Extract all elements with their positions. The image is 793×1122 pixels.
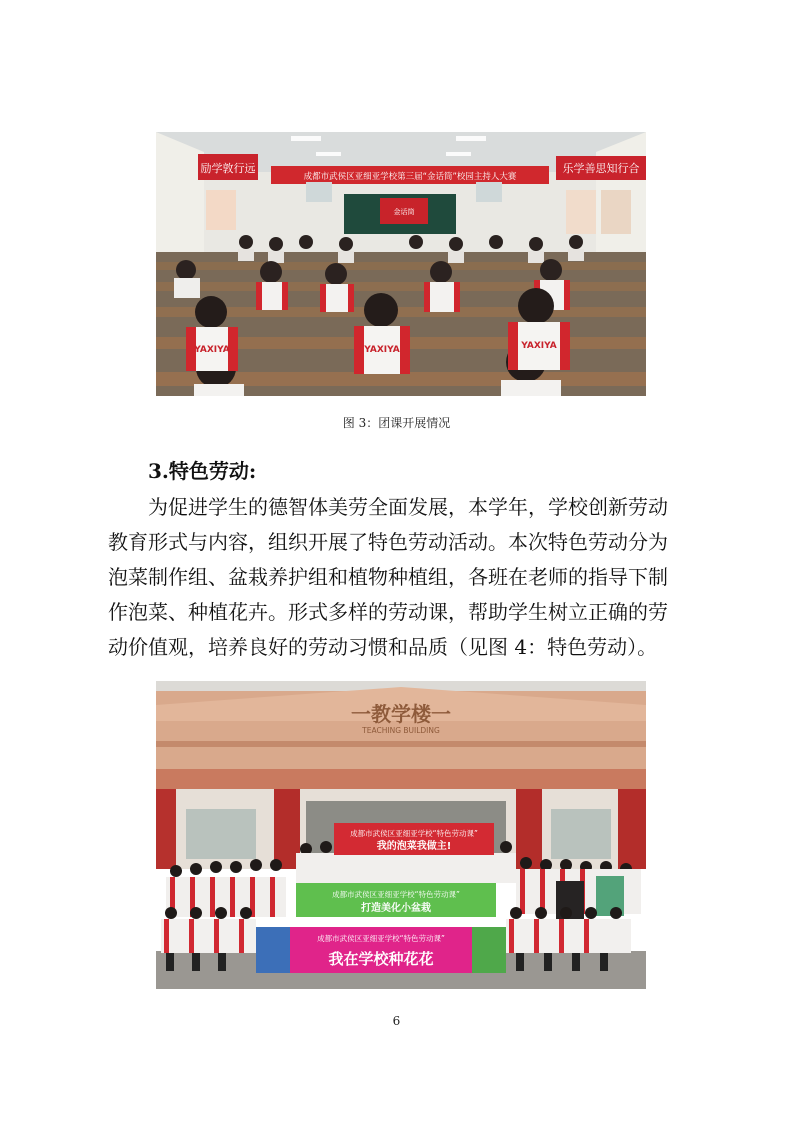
jacket-logo: YAXIYA (364, 345, 400, 355)
banner-mid-line1: 成都市武侯区亚细亚学校“特色劳动课” (332, 890, 460, 899)
paragraph-line: 泡菜制作组、盆栽养护组和植物种植组，各班在老师的指导下制 (108, 565, 668, 589)
paragraph-line: 动价值观，培养良好的劳动习惯和品质（见图 4：特色劳动）。 (108, 635, 658, 659)
page-number: 6 (392, 1014, 401, 1028)
banner-bottom-line2: 我在学校种花花 (328, 950, 434, 968)
building-sign: 一教学楼一 (351, 702, 451, 726)
jacket-logo: YAXIYA (521, 341, 557, 351)
body-paragraph (108, 490, 698, 665)
classroom-right-banner: 乐学善思知行合 (562, 162, 640, 175)
figure-caption: 图 3：团课开展情况 (342, 416, 451, 430)
classroom-left-banner: 励学敦行远 (200, 162, 256, 175)
banner-top-line2: 我的泡菜我做主! (376, 841, 452, 852)
banner-mid-line2: 打造美化小盆栽 (361, 903, 431, 914)
paragraph-line: 为促进学生的德智体美劳全面发展，本学年，学校创新劳动 (148, 495, 668, 519)
labor-group-photo (156, 681, 646, 989)
building-sign-en: TEACHING BUILDING (362, 726, 440, 735)
banner-bottom-line1: 成都市武侯区亚细亚学校“特色劳动课” (317, 934, 445, 943)
paragraph-line: 作泡菜、种植花卉。形式多样的劳动课，帮助学生树立正确的劳 (108, 600, 668, 624)
section-heading: 3.特色劳动: (148, 459, 257, 483)
paragraph-line: 教育形式与内容，组织开展了特色劳动活动。本次特色劳动分为 (108, 530, 668, 554)
jacket-logo: YAXIYA (194, 345, 230, 355)
banner-top-line1: 成都市武侯区亚细亚学校“特色劳动课” (350, 829, 478, 838)
classroom-front-banner: 成都市武侯区亚细亚学校第三届“金话筒”校园主持人大赛 (303, 172, 517, 182)
classroom-screen: 金话筒 (393, 208, 415, 216)
classroom-photo (156, 132, 646, 396)
